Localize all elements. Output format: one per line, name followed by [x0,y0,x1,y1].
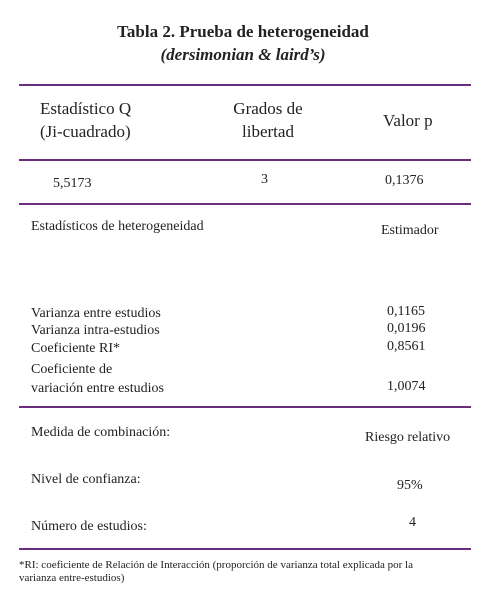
footnote [19,559,413,585]
p-value: 0,1376 [385,173,424,188]
list-item-value: 0,1165 [387,304,425,319]
header-grados-line2: libertad [242,122,294,141]
table-title: Tabla 2. Prueba de heterogeneidad [117,22,369,41]
list-item-value: 1,0074 [387,379,426,394]
header-valor-p: Valor p [383,111,433,130]
table-subtitle: (dersimonian & laird’s) [160,45,326,64]
estimator-label: Estimador [381,223,439,238]
list-item-label: Medida de combinación: [31,425,171,440]
top-rule [19,84,471,86]
section-rule-1 [19,203,471,205]
gl-value: 3 [261,172,268,187]
footnote-line1: *RI: coeficiente de Relación de Interacción (proporción de varianza total explicada por la [19,559,413,571]
header-grados-line1: Grados de [233,99,303,118]
header-stat-q [40,97,131,143]
list-item-label-line1: Coeficiente de [31,362,113,377]
header-stat-q-line1: Estadístico Q [40,99,132,118]
list-item-label: Número de estudios: [31,519,147,534]
list-item-label [31,361,164,397]
q-value: 5,5173 [53,176,92,191]
list-item-label: Varianza intra-estudios [31,323,160,338]
list-item-label: Varianza entre estudios [31,306,161,321]
bottom-rule [19,548,471,550]
header-grados [218,97,318,143]
list-item-label: Nivel de confianza: [31,472,141,487]
footnote-line2: varianza entre-estudios) [19,572,125,584]
header-rule [19,159,471,161]
header-stat-q-line2: (Ji-cuadrado) [40,122,131,141]
section-rule-2 [19,406,471,408]
list-item-value: 0,0196 [387,321,426,336]
heterogeneity-heading: Estadísticos de heterogeneidad [31,219,204,234]
list-item-label: Coeficiente RI* [31,341,121,356]
list-item-value: 4 [409,515,416,530]
list-item-value: 95% [397,478,423,493]
list-item-value: 0,8561 [387,339,426,354]
list-item-value: Riesgo relativo [365,430,451,445]
list-item-label-line2: variación entre estudios [31,381,164,396]
